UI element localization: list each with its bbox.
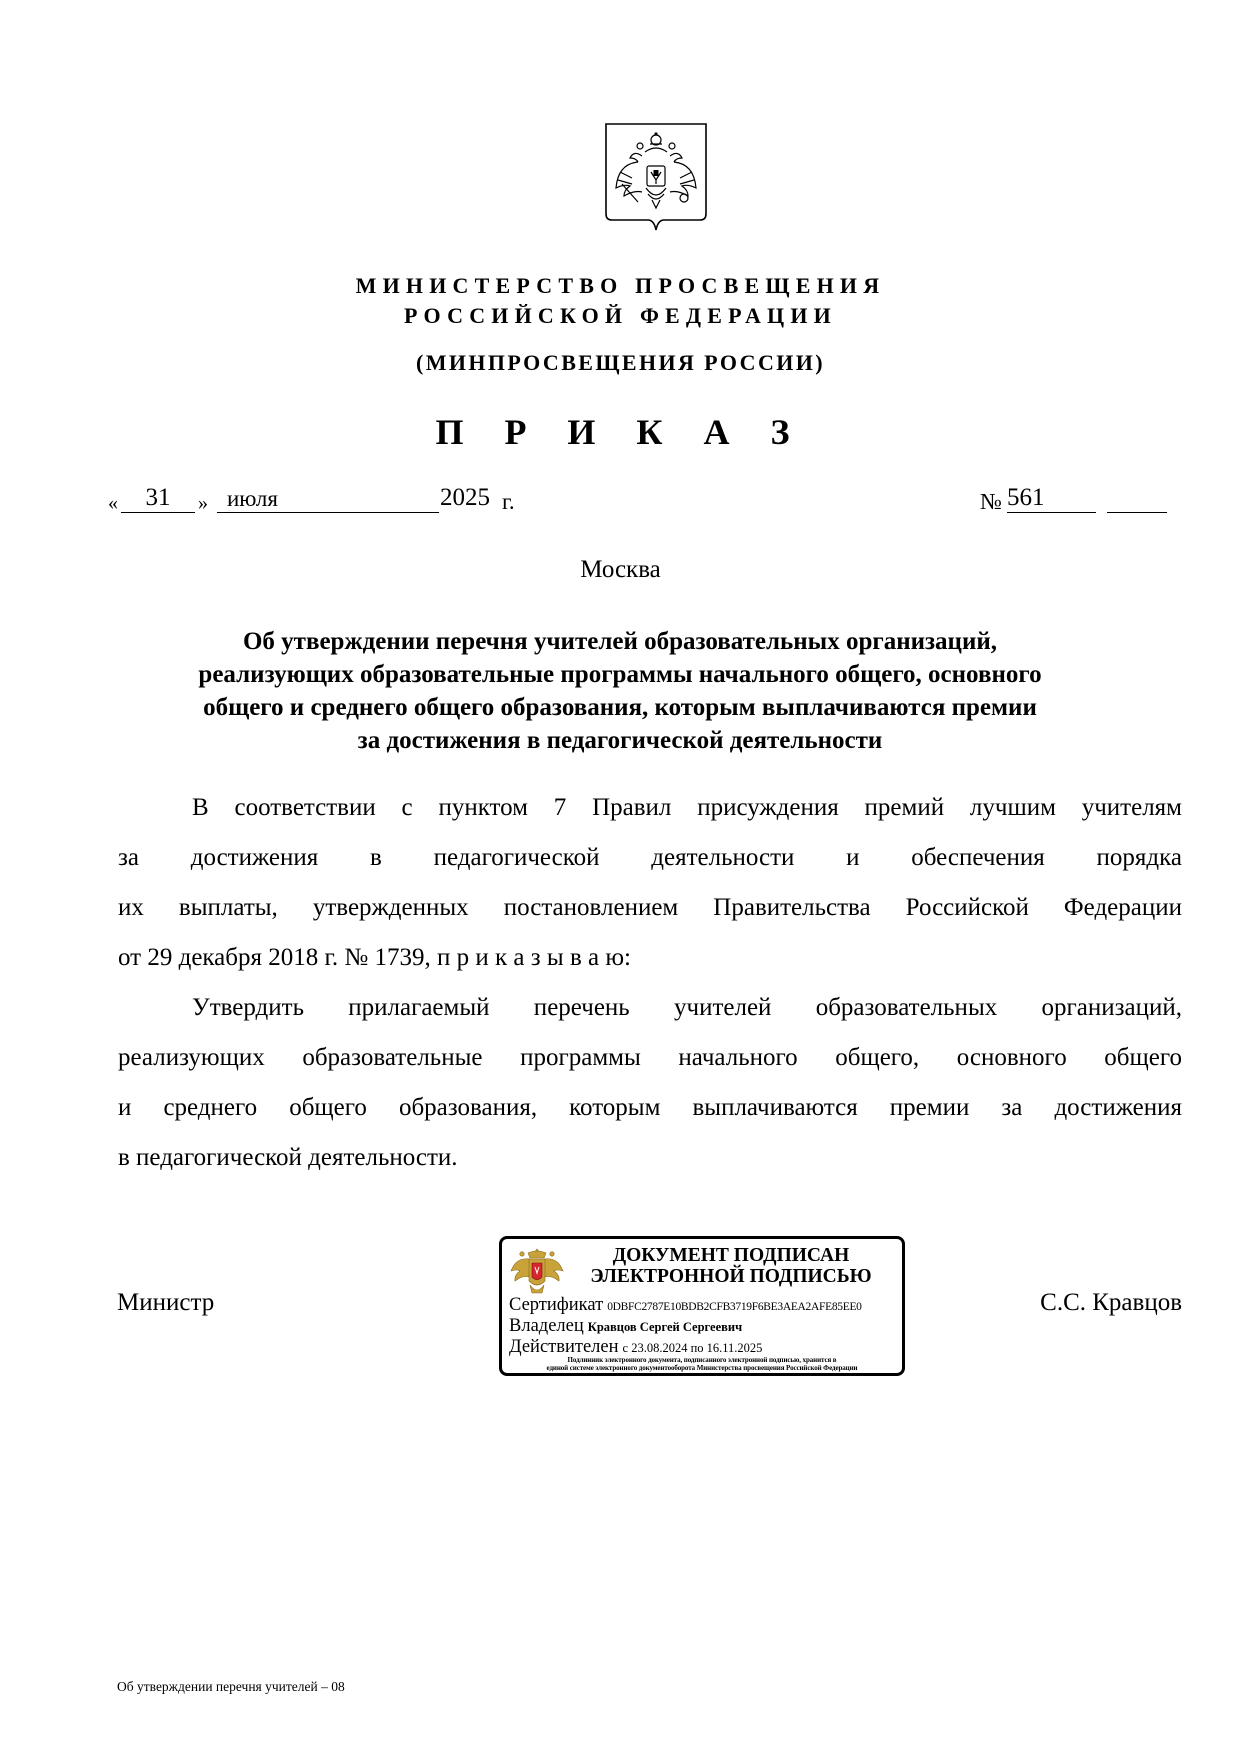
subject-line: за достижения в педагогической деятельности [357,727,883,754]
paragraph-line: В соответствии с пунктом 7 Правил присуждения премий лучшим учителям [192,794,1182,821]
date-year-suffix: г. [502,489,515,514]
stamp-validity-row [509,1338,762,1357]
electronic-signature-stamp [499,1236,905,1376]
paragraph-line: Утвердить прилагаемый перечень учителей образовательных организаций, [192,994,1182,1021]
paragraph-line: и среднего общего образования, которым выплачиваются премии за достижения [118,1094,1182,1121]
date-day: 31 [121,485,195,513]
signer-name: С.С. Кравцов [1040,1289,1182,1316]
paragraph-line: реализующих образовательные программы начального общего, основного общего [118,1044,1182,1071]
ministry-name-line1: МИНИСТЕРСТВО ПРОСВЕЩЕНИЯ [355,273,886,298]
owner-label: Владелец [509,1316,584,1336]
body-paragraph-2 [118,983,1182,1183]
signer-position: Министр [117,1289,215,1316]
russian-coat-of-arms-icon [604,122,708,240]
paragraph-line: в педагогической деятельности. [118,1144,458,1171]
body-paragraph-1 [118,783,1182,983]
stamp-note [505,1356,899,1372]
stamp-owner-row [509,1317,742,1336]
stamp-heading-line2: ЭЛЕКТРОННОЙ ПОДПИСЬЮ [590,1266,872,1287]
subject-line: реализующих образовательные программы начального общего, основного [198,661,1042,688]
ministry-short-name: (МИНПРОСВЕЩЕНИЯ РОССИИ) [415,350,825,375]
validity-value: с 23.08.2024 по 16.11.2025 [622,1341,763,1355]
order-number-sign: № [980,489,1002,514]
order-number-blank-line [1107,512,1167,513]
order-number: 561 [1007,485,1096,513]
ministry-name-line2: РОССИЙСКОЙ ФЕДЕРАЦИИ [404,303,837,328]
stamp-certificate-row [509,1296,862,1315]
validity-label: Действителен [509,1337,619,1357]
certificate-value: 0DBFC2787E10BDB2CFB3719F6BE3AEA2AFE85EE0 [607,1301,862,1313]
city: Москва [580,556,661,583]
subject-line: общего и среднего общего образования, которым выплачиваются премии [203,694,1037,721]
date-quote-open: « [108,492,118,514]
date-quote-close: » [198,492,208,514]
certificate-label: Сертификат [509,1295,604,1315]
date-year: 2025 [440,484,490,511]
page-footer: Об утверждении перечня учителей – 08 [117,1679,345,1694]
subject-line: Об утверждении перечня учителей образовательных организаций, [242,628,998,655]
stamp-note-line2: единой системе электронного документооборота Министерства просвещения Российской Федерации [546,1364,858,1372]
paragraph-line: от 29 декабря 2018 г. № 1739, п р и к а з ы в а ю: [118,944,631,971]
document-type-title: П Р И К А З [435,412,806,452]
owner-value: Кравцов Сергей Сергеевич [587,1320,743,1334]
stamp-note-line1: Подлинник электронного документа, подписанного электронной подписью, хранится в [567,1356,837,1364]
paragraph-line: их выплаты, утвержденных постановлением Правительства Российской Федерации [118,894,1182,921]
date-month: июля [217,487,439,513]
ministry-emblem-icon [508,1245,566,1301]
document-subject [140,625,1100,757]
stamp-heading-line1: ДОКУМЕНТ ПОДПИСАН [612,1245,850,1266]
stamp-heading [560,1245,902,1287]
paragraph-line: за достижения в педагогической деятельности и обеспечения порядка [118,844,1182,871]
